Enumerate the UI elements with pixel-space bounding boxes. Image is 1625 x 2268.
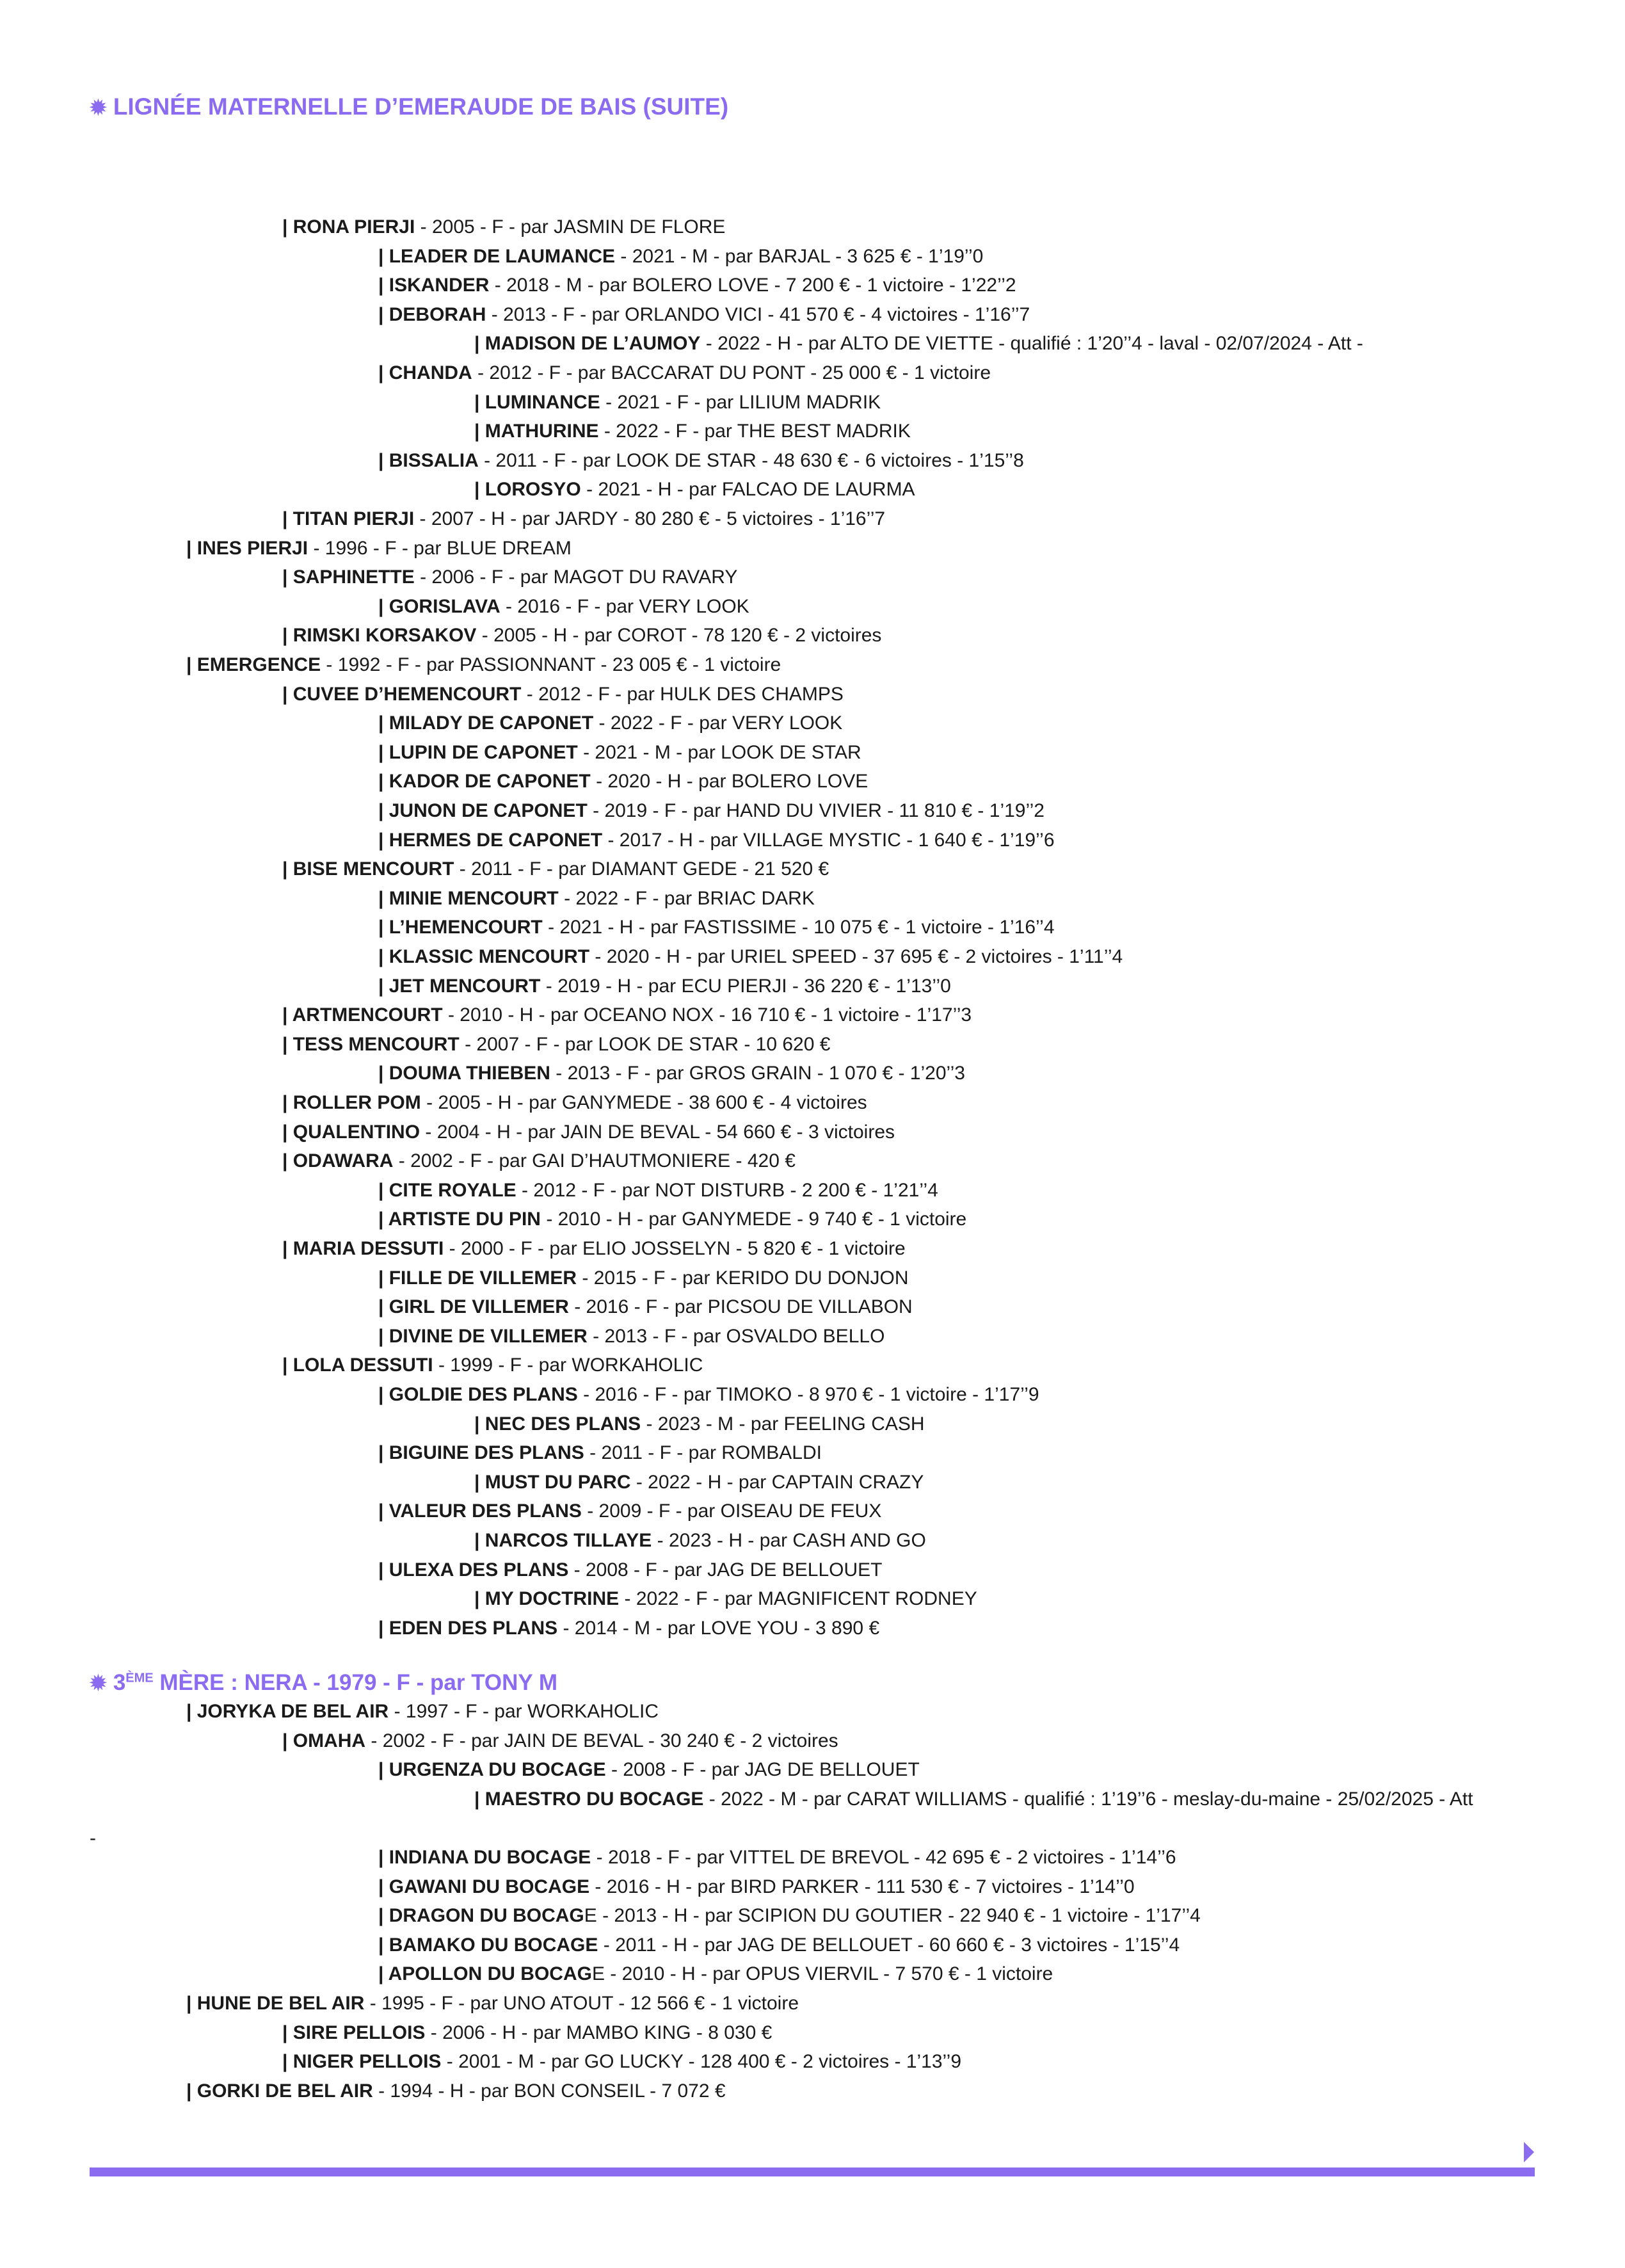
horse-details: - 2022 - H - par CAPTAIN CRAZY bbox=[630, 1471, 924, 1493]
entry-marker: | bbox=[474, 1471, 485, 1493]
entry-marker: | bbox=[282, 567, 293, 588]
horse-details: - 2022 - M - par CARAT WILLIAMS - qualifié : 1’19’’6 - meslay-du-maine - 25/02/2025 - Att bbox=[703, 1788, 1473, 1810]
horse-name: DRAGON DU BOCAG bbox=[388, 1905, 584, 1927]
pedigree-entry bbox=[378, 740, 861, 766]
horse-name: EMERGENCE bbox=[196, 654, 321, 675]
horse-name: LUPIN DE CAPONET bbox=[388, 741, 578, 763]
horse-name: RIMSKI KORSAKOV bbox=[292, 625, 477, 647]
pedigree-entry bbox=[282, 1032, 830, 1058]
pedigree-entry bbox=[378, 711, 842, 736]
horse-details: - 1997 - F - par WORKAHOLIC bbox=[388, 1701, 659, 1722]
entry-marker: | bbox=[378, 887, 389, 909]
pedigree-entry bbox=[378, 302, 1030, 328]
horse-name: DEBORAH bbox=[388, 303, 486, 325]
entry-marker: | bbox=[378, 975, 389, 997]
horse-details: - 2020 - H - par BOLERO LOVE bbox=[590, 771, 869, 792]
entry-marker: | bbox=[378, 1847, 389, 1868]
horse-details: - 2022 - F - par BRIAC DARK bbox=[558, 887, 815, 909]
horse-details: - 2011 - F - par ROMBALDI bbox=[584, 1442, 822, 1464]
horse-details: - 2021 - M - par BARJAL - 3 625 € - 1’19’’0 bbox=[615, 245, 984, 267]
entry-marker: | bbox=[282, 625, 293, 647]
pedigree-entry bbox=[282, 1002, 972, 1028]
pedigree-entry bbox=[282, 623, 881, 648]
pedigree-entry bbox=[186, 652, 781, 678]
horse-details: - 2000 - F - par ELIO JOSSELYN - 5 820 € - 1 victoire bbox=[444, 1238, 906, 1259]
horse-details: - 1992 - F - par PASSIONNANT - 23 005 € - 1 victoire bbox=[321, 654, 781, 675]
pedigree-entry bbox=[378, 448, 1024, 474]
horse-name: JUNON DE CAPONET bbox=[388, 800, 588, 821]
horse-details: - 2020 - H - par URIEL SPEED - 37 695 € - 2 victoires - 1’11’’4 bbox=[589, 946, 1123, 967]
horse-details: - 2023 - H - par CASH AND GO bbox=[652, 1530, 926, 1551]
entry-marker: | bbox=[378, 1759, 389, 1781]
pedigree-entry bbox=[282, 506, 885, 532]
entry-marker: | bbox=[378, 595, 389, 617]
horse-name: OMAHA bbox=[292, 1730, 366, 1751]
pedigree-entry bbox=[282, 1236, 906, 1262]
entry-marker: | bbox=[282, 1092, 293, 1113]
entry-marker: | bbox=[378, 1384, 389, 1405]
pedigree-entry bbox=[378, 1294, 913, 1320]
pedigree-entry bbox=[378, 1382, 1039, 1408]
pedigree-entry bbox=[378, 1961, 1053, 1987]
pedigree-entry bbox=[378, 974, 951, 999]
entry-marker: | bbox=[282, 858, 293, 880]
horse-name: NIGER PELLOIS bbox=[292, 2051, 442, 2073]
entry-marker: | bbox=[378, 362, 389, 383]
pedigree-entry bbox=[282, 214, 725, 240]
entry-marker: | bbox=[474, 1413, 485, 1435]
pedigree-entry bbox=[378, 1207, 966, 1232]
pedigree-entry bbox=[378, 1440, 822, 1466]
entry-marker: | bbox=[186, 2080, 197, 2102]
entry-marker: | bbox=[378, 245, 389, 267]
entry-marker: | bbox=[186, 1993, 197, 2014]
horse-name: CUVEE D’HEMENCOURT bbox=[292, 683, 522, 705]
horse-details: - 2011 - F - par LOOK DE STAR - 48 630 € - 6 victoires - 1’15’’8 bbox=[478, 449, 1024, 471]
next-page-arrow-icon[interactable] bbox=[1524, 2142, 1534, 2162]
pedigree-entry bbox=[282, 682, 844, 707]
entry-marker: | bbox=[282, 1150, 293, 1172]
pedigree-entry bbox=[378, 1178, 938, 1203]
horse-name: SAPHINETTE bbox=[292, 567, 415, 588]
pedigree-entry bbox=[378, 1266, 909, 1291]
pedigree-entry bbox=[474, 477, 915, 503]
pedigree-entry bbox=[282, 565, 737, 590]
pedigree-entry bbox=[474, 390, 881, 415]
horse-name: ARTISTE DU PIN bbox=[388, 1209, 541, 1230]
pedigree-entry bbox=[282, 857, 829, 882]
horse-details: - 2005 - F - par JASMIN DE FLORE bbox=[415, 216, 726, 237]
pedigree-entry bbox=[474, 1528, 926, 1554]
entry-marker: | bbox=[378, 800, 389, 821]
horse-details: - 2004 - H - par JAIN DE BEVAL - 54 660 € - 3 victoires bbox=[420, 1121, 895, 1143]
horse-details: - 2014 - M - par LOVE YOU - 3 890 € bbox=[557, 1617, 880, 1639]
horse-name: ISKANDER bbox=[388, 275, 490, 296]
horse-name: SIRE PELLOIS bbox=[292, 2022, 426, 2043]
pedigree-entry bbox=[282, 2049, 961, 2075]
horse-details: - 2018 - M - par BOLERO LOVE - 7 200 € - 1 victoire - 1’22’’2 bbox=[489, 275, 1016, 296]
horse-name: APOLLON DU BOCAG bbox=[388, 1963, 592, 1985]
horse-details: - 2021 - F - par LILIUM MADRIK bbox=[600, 391, 881, 413]
horse-details: - 2008 - F - par JAG DE BELLOUET bbox=[605, 1759, 920, 1781]
pedigree-entry bbox=[378, 1324, 885, 1349]
horse-details: - 2012 - F - par BACCARAT DU PONT - 25 000 € - 1 victoire bbox=[472, 362, 991, 383]
horse-details: - 2021 - H - par FALCAO DE LAURMA bbox=[580, 479, 915, 501]
horse-name: GORISLAVA bbox=[388, 595, 500, 617]
pedigree-entry bbox=[378, 1061, 965, 1086]
horse-name: MAESTRO DU BOCAGE bbox=[484, 1788, 704, 1810]
horse-details: - 2002 - F - par JAIN DE BEVAL - 30 240 € - 2 victoires bbox=[365, 1730, 838, 1751]
entry-marker: | bbox=[378, 1209, 388, 1230]
entry-marker: | bbox=[378, 712, 389, 734]
entry-marker: | bbox=[378, 275, 389, 296]
pedigree-entry bbox=[378, 915, 1055, 940]
entry-marker: | bbox=[282, 2022, 293, 2043]
entry-marker: | bbox=[282, 508, 293, 529]
entry-marker: | bbox=[474, 1530, 485, 1551]
entry-marker: | bbox=[378, 1500, 389, 1522]
pedigree-entry bbox=[282, 1148, 796, 1174]
entry-marker: | bbox=[378, 1559, 389, 1580]
horse-details: - 2023 - M - par FEELING CASH bbox=[641, 1413, 925, 1435]
horse-name: KLASSIC MENCOURT bbox=[388, 946, 590, 967]
pedigree-entry bbox=[378, 1616, 879, 1641]
horse-details: - 2022 - F - par VERY LOOK bbox=[593, 712, 843, 734]
entry-marker: | bbox=[378, 829, 389, 851]
horse-name: MARIA DESSUTI bbox=[292, 1238, 444, 1259]
horse-name: NARCOS TILLAYE bbox=[484, 1530, 652, 1551]
entry-marker: | bbox=[378, 449, 389, 471]
section-title-third-dam bbox=[90, 1670, 557, 1696]
horse-details: - 2006 - F - par MAGOT DU RAVARY bbox=[414, 567, 738, 588]
horse-name: TESS MENCOURT bbox=[292, 1033, 460, 1055]
horse-details: - 2019 - F - par HAND DU VIVIER - 11 810 € - 1’19’’2 bbox=[587, 800, 1045, 821]
entry-marker: | bbox=[474, 421, 485, 442]
entry-marker: | bbox=[378, 1934, 389, 1956]
entry-marker: | bbox=[282, 1730, 293, 1751]
horse-details: - 2005 - H - par COROT - 78 120 € - 2 victoires bbox=[476, 625, 882, 647]
horse-name: MATHURINE bbox=[484, 421, 599, 442]
pedigree-entry bbox=[186, 536, 572, 561]
entry-marker: | bbox=[378, 1179, 389, 1201]
entry-marker: | bbox=[282, 683, 293, 705]
entry-marker: | bbox=[378, 771, 389, 792]
horse-details: - 2016 - F - par VERY LOOK bbox=[500, 595, 749, 617]
horse-details: - 2013 - F - par ORLANDO VICI - 41 570 € - 4 victoires - 1’16’’7 bbox=[486, 303, 1030, 325]
horse-name: BISSALIA bbox=[388, 449, 479, 471]
pedigree-entry bbox=[282, 1120, 895, 1145]
pedigree-entry bbox=[282, 1728, 838, 1754]
pedigree-entry bbox=[282, 1090, 867, 1116]
pedigree-entry bbox=[186, 1699, 659, 1725]
entry-marker: | bbox=[378, 1325, 389, 1347]
horse-name: KADOR DE CAPONET bbox=[388, 771, 591, 792]
entry-marker: | bbox=[378, 946, 389, 967]
horse-details: - 2006 - H - par MAMBO KING - 8 030 € bbox=[425, 2022, 772, 2043]
horse-name: DOUMA THIEBEN bbox=[388, 1063, 550, 1084]
horse-name: ODAWARA bbox=[292, 1150, 394, 1172]
horse-details: - 2022 - F - par MAGNIFICENT RODNEY bbox=[619, 1588, 977, 1610]
horse-name: GAWANI DU BOCAGE bbox=[388, 1876, 590, 1897]
entry-marker: | bbox=[378, 303, 389, 325]
pedigree-entry bbox=[474, 419, 911, 444]
entry-marker: | bbox=[282, 1004, 292, 1026]
pedigree-entry bbox=[186, 1991, 799, 2016]
horse-name: GIRL DE VILLEMER bbox=[388, 1296, 569, 1318]
third-dam-ordinal-sup: ÈME bbox=[125, 1671, 154, 1685]
pedigree-entry bbox=[378, 828, 1055, 853]
entry-marker: | bbox=[378, 1442, 389, 1464]
pedigree-entry bbox=[378, 944, 1123, 970]
entry-marker: | bbox=[186, 654, 197, 675]
horse-name: CHANDA bbox=[388, 362, 472, 383]
pedigree-entry bbox=[378, 594, 749, 620]
horse-details: - 2002 - F - par GAI D’HAUTMONIERE - 420 € bbox=[393, 1150, 796, 1172]
snowflake-bullet-icon: ✹ bbox=[90, 1671, 107, 1694]
entry-marker: | bbox=[186, 537, 197, 559]
pedigree-entry bbox=[474, 331, 1363, 357]
horse-details: E - 2010 - H - par OPUS VIERVIL - 7 570 € - 1 victoire bbox=[591, 1963, 1053, 1985]
horse-details: - 2005 - H - par GANYMEDE - 38 600 € - 4 victoires bbox=[420, 1092, 867, 1113]
horse-details: - 2012 - F - par NOT DISTURB - 2 200 € - 1’21’’4 bbox=[516, 1179, 938, 1201]
entry-marker: | bbox=[378, 1905, 389, 1927]
horse-name: LOROSYO bbox=[484, 479, 581, 501]
horse-name: INDIANA DU BOCAGE bbox=[388, 1847, 591, 1868]
entry-marker: | bbox=[282, 2051, 293, 2073]
entry-marker: | bbox=[282, 1355, 293, 1376]
horse-details: - 2016 - F - par TIMOKO - 8 970 € - 1 victoire - 1’17’’9 bbox=[577, 1384, 1039, 1405]
pedigree-entry bbox=[378, 1757, 920, 1783]
horse-details: - 2022 - F - par THE BEST MADRIK bbox=[598, 421, 911, 442]
horse-name: LEADER DE LAUMANCE bbox=[388, 245, 616, 267]
pedigree-entry bbox=[378, 1845, 1176, 1870]
horse-details: - 2010 - H - par OCEANO NOX - 16 710 € - 1 victoire - 1’17’’3 bbox=[442, 1004, 972, 1026]
horse-details: - 1999 - F - par WORKAHOLIC bbox=[433, 1355, 703, 1376]
horse-details: - 1995 - F - par UNO ATOUT - 12 566 € - 1 victoire bbox=[364, 1993, 799, 2014]
horse-name: GORKI DE BEL AIR bbox=[196, 2080, 373, 2102]
pedigree-entry bbox=[378, 1933, 1180, 1958]
horse-name: JET MENCOURT bbox=[388, 975, 541, 997]
horse-name: EDEN DES PLANS bbox=[388, 1617, 558, 1639]
horse-name: MINIE MENCOURT bbox=[388, 887, 559, 909]
horse-details: - 2012 - F - par HULK DES CHAMPS bbox=[521, 683, 844, 705]
horse-name: QUALENTINO bbox=[292, 1121, 420, 1143]
horse-name: LUMINANCE bbox=[484, 391, 600, 413]
pedigree-entry bbox=[378, 1499, 881, 1524]
entry-marker: | bbox=[378, 917, 389, 938]
horse-name: NEC DES PLANS bbox=[484, 1413, 641, 1435]
horse-details: E - 2013 - H - par SCIPION DU GOUTIER - 22 940 € - 1 victoire - 1’17’’4 bbox=[584, 1905, 1201, 1927]
horse-details: - 2011 - H - par JAG DE BELLOUET - 60 660 € - 3 victoires - 1’15’’4 bbox=[598, 1934, 1180, 1956]
horse-details: - 2015 - F - par KERIDO DU DONJON bbox=[577, 1267, 909, 1289]
horse-name: JORYKA DE BEL AIR bbox=[196, 1701, 389, 1722]
horse-name: MUST DU PARC bbox=[484, 1471, 631, 1493]
pedigree-entry bbox=[378, 1557, 882, 1583]
horse-details: - 2010 - H - par GANYMEDE - 9 740 € - 1 victoire bbox=[540, 1209, 967, 1230]
third-dam-title-text: MÈRE : NERA - 1979 - F - par TONY M bbox=[153, 1670, 558, 1695]
pedigree-entry bbox=[474, 1586, 977, 1612]
horse-details: - 2016 - F - par PICSOU DE VILLABON bbox=[568, 1296, 913, 1318]
entry-marker: | bbox=[474, 1788, 485, 1810]
horse-name: ULEXA DES PLANS bbox=[388, 1559, 569, 1580]
stray-dash: - bbox=[90, 1828, 96, 1849]
pedigree-entry bbox=[378, 1903, 1201, 1929]
entry-marker: | bbox=[186, 1701, 197, 1722]
horse-details: - 1996 - F - par BLUE DREAM bbox=[308, 537, 572, 559]
horse-details: - 2009 - F - par OISEAU DE FEUX bbox=[581, 1500, 882, 1522]
entry-marker: | bbox=[378, 741, 389, 763]
horse-name: L’HEMENCOURT bbox=[388, 917, 543, 938]
pedigree-entry bbox=[474, 1470, 924, 1495]
entry-marker: | bbox=[474, 391, 485, 413]
pedigree-entry bbox=[282, 1353, 703, 1378]
horse-details: - 2018 - F - par VITTEL DE BREVOL - 42 695 € - 2 victoires - 1’14’’6 bbox=[591, 1847, 1176, 1868]
horse-details: - 2007 - F - par LOOK DE STAR - 10 620 € bbox=[459, 1033, 831, 1055]
horse-name: DIVINE DE VILLEMER bbox=[388, 1325, 588, 1347]
pedigree-entry bbox=[282, 2020, 772, 2046]
horse-name: MADISON DE L’AUMOY bbox=[484, 333, 701, 355]
entry-marker: | bbox=[282, 216, 293, 237]
pedigree-entry bbox=[378, 1874, 1135, 1900]
horse-details: - 2021 - M - par LOOK DE STAR bbox=[577, 741, 861, 763]
horse-name: LOLA DESSUTI bbox=[292, 1355, 433, 1376]
pedigree-entry bbox=[474, 1411, 925, 1437]
horse-name: BISE MENCOURT bbox=[292, 858, 454, 880]
horse-name: GOLDIE DES PLANS bbox=[388, 1384, 578, 1405]
pedigree-entry bbox=[378, 886, 815, 912]
horse-name: MY DOCTRINE bbox=[484, 1588, 620, 1610]
horse-name: CITE ROYALE bbox=[388, 1179, 516, 1201]
horse-name: MILADY DE CAPONET bbox=[388, 712, 594, 734]
footer-accent-bar bbox=[90, 2167, 1535, 2176]
horse-details: - 2008 - F - par JAG DE BELLOUET bbox=[568, 1559, 883, 1580]
horse-name: URGENZA DU BOCAGE bbox=[388, 1759, 606, 1781]
pedigree-entry bbox=[378, 798, 1045, 824]
pedigree-entry bbox=[474, 1787, 1473, 1812]
entry-marker: | bbox=[474, 333, 485, 355]
third-dam-number: 3 bbox=[113, 1670, 126, 1695]
horse-name: VALEUR DES PLANS bbox=[388, 1500, 582, 1522]
pedigree-entry bbox=[186, 2079, 726, 2104]
horse-name: FILLE DE VILLEMER bbox=[388, 1267, 577, 1289]
horse-name: ROLLER POM bbox=[292, 1092, 421, 1113]
horse-name: TITAN PIERJI bbox=[292, 508, 415, 529]
horse-details: - 2013 - F - par GROS GRAIN - 1 070 € - 1’20’’3 bbox=[550, 1063, 965, 1084]
pedigree-entry bbox=[378, 360, 991, 386]
horse-name: RONA PIERJI bbox=[292, 216, 415, 237]
horse-details: - 2021 - H - par FASTISSIME - 10 075 € - 1 victoire - 1’16’’4 bbox=[542, 917, 1055, 938]
horse-details: - 2019 - H - par ECU PIERJI - 36 220 € - 1’13’’0 bbox=[540, 975, 951, 997]
section-title-text: LIGNÉE MATERNELLE D’EMERAUDE DE BAIS (SUITE) bbox=[113, 93, 729, 120]
entry-marker: | bbox=[282, 1033, 293, 1055]
entry-marker: | bbox=[282, 1238, 293, 1259]
horse-name: INES PIERJI bbox=[196, 537, 308, 559]
horse-details: - 2016 - H - par BIRD PARKER - 111 530 € - 7 victoires - 1’14’’0 bbox=[589, 1876, 1135, 1897]
horse-name: BAMAKO DU BOCAGE bbox=[388, 1934, 598, 1956]
horse-details: - 1994 - H - par BON CONSEIL - 7 072 € bbox=[372, 2080, 726, 2102]
entry-marker: | bbox=[282, 1121, 293, 1143]
horse-details: - 2013 - F - par OSVALDO BELLO bbox=[587, 1325, 885, 1347]
section-title-lignee bbox=[90, 93, 728, 120]
horse-details: - 2007 - H - par JARDY - 80 280 € - 5 victoires - 1’16’’7 bbox=[414, 508, 886, 529]
entry-marker: | bbox=[378, 1617, 389, 1639]
entry-marker: | bbox=[378, 1267, 389, 1289]
entry-marker: | bbox=[378, 1296, 389, 1318]
entry-marker: | bbox=[378, 1063, 389, 1084]
horse-name: HERMES DE CAPONET bbox=[388, 829, 603, 851]
horse-details: - 2001 - M - par GO LUCKY - 128 400 € - 2 victoires - 1’13’’9 bbox=[441, 2051, 962, 2073]
horse-name: ARTMENCOURT bbox=[292, 1004, 443, 1026]
entry-marker: | bbox=[474, 1588, 485, 1610]
entry-marker: | bbox=[474, 479, 485, 501]
pedigree-entry bbox=[378, 273, 1016, 298]
horse-name: BIGUINE DES PLANS bbox=[388, 1442, 584, 1464]
snowflake-bullet-icon: ✹ bbox=[90, 96, 107, 119]
horse-details: - 2017 - H - par VILLAGE MYSTIC - 1 640 € - 1’19’’6 bbox=[602, 829, 1055, 851]
horse-details: - 2011 - F - par DIAMANT GEDE - 21 520 € bbox=[454, 858, 829, 880]
horse-name: HUNE DE BEL AIR bbox=[196, 1993, 365, 2014]
entry-marker: | bbox=[378, 1963, 388, 1985]
pedigree-entry bbox=[378, 769, 868, 794]
entry-marker: | bbox=[378, 1876, 389, 1897]
pedigree-entry bbox=[378, 244, 983, 269]
horse-details: - 2022 - H - par ALTO DE VIETTE - qualifié : 1’20’’4 - laval - 02/07/2024 - Att - bbox=[700, 333, 1363, 355]
